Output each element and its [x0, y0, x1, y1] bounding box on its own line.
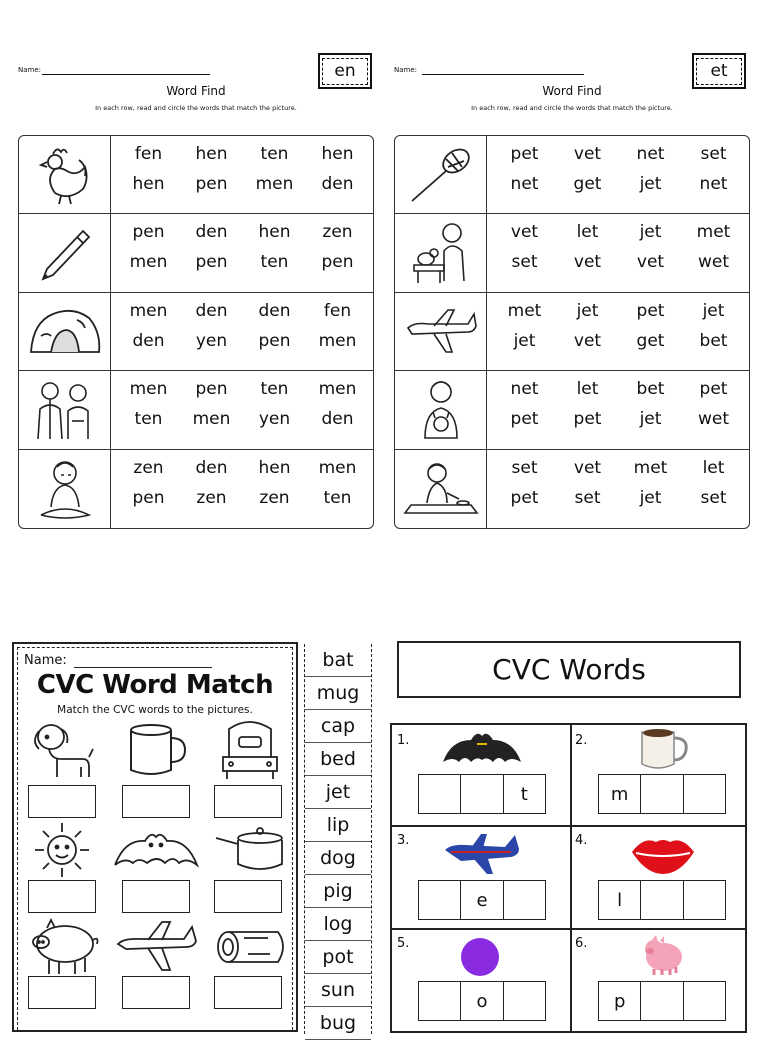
answer-box[interactable]: [122, 785, 190, 818]
word-family-label: en: [322, 58, 368, 85]
word-option[interactable]: set: [700, 487, 727, 508]
word-row: [395, 136, 749, 214]
cell-number: 6.: [575, 936, 588, 951]
word-option[interactable]: den: [195, 222, 228, 243]
word-option[interactable]: vet: [636, 252, 665, 273]
word-option[interactable]: pet: [510, 144, 539, 164]
word-card[interactable]: log: [305, 908, 371, 941]
word-list: [117, 222, 369, 272]
word-option[interactable]: vet: [573, 457, 602, 478]
letter-boxes: [598, 981, 726, 1021]
letter-boxes: [418, 774, 546, 814]
word-card[interactable]: mug: [305, 677, 371, 710]
pen-icon: [19, 214, 111, 291]
word-option[interactable]: ten: [260, 252, 289, 273]
cvc-words-title: CVC Words: [397, 641, 741, 698]
word-list: [493, 458, 745, 508]
dog-icon: [26, 716, 98, 784]
word-bank: [304, 644, 372, 1034]
word-option[interactable]: jet: [639, 222, 662, 243]
word-option[interactable]: zen: [322, 222, 353, 243]
letter-slot[interactable]: p: [599, 982, 641, 1020]
word-card[interactable]: bug: [305, 1007, 371, 1040]
pig-icon: [638, 931, 688, 979]
word-option[interactable]: let: [576, 379, 599, 400]
grid-divider: [392, 928, 745, 930]
word-option[interactable]: yen: [258, 409, 291, 430]
word-option[interactable]: pen: [195, 174, 228, 194]
word-card[interactable]: bed: [305, 743, 371, 776]
word-option[interactable]: let: [702, 457, 725, 478]
word-option[interactable]: net: [510, 379, 539, 400]
answer-box[interactable]: [28, 880, 96, 913]
word-option[interactable]: zen: [133, 457, 164, 478]
bat-icon: [110, 816, 202, 884]
word-option[interactable]: zen: [259, 487, 290, 508]
word-option[interactable]: let: [576, 222, 599, 243]
letter-slot[interactable]: [419, 982, 461, 1020]
name-label: Name:: [18, 66, 42, 74]
word-option[interactable]: jet: [639, 409, 662, 430]
word-option[interactable]: hen: [321, 144, 354, 164]
letter-slot[interactable]: [504, 982, 545, 1020]
word-option[interactable]: set: [700, 144, 727, 164]
word-list: [117, 144, 369, 194]
word-match-title: CVC Word Match: [36, 670, 274, 700]
letter-slot[interactable]: o: [461, 982, 503, 1020]
answer-box[interactable]: [214, 785, 282, 818]
letter-boxes: [598, 880, 726, 920]
word-option[interactable]: bet: [636, 379, 665, 400]
word-option[interactable]: den: [195, 300, 228, 321]
word-card[interactable]: pot: [305, 941, 371, 974]
worksheet-title: Word Find: [542, 84, 602, 98]
word-option[interactable]: pen: [258, 330, 291, 351]
word-option[interactable]: ten: [323, 487, 352, 508]
word-option[interactable]: den: [321, 409, 354, 430]
zen-icon: [19, 450, 111, 528]
word-row: [19, 450, 373, 528]
net-icon: [395, 136, 487, 213]
answer-box[interactable]: [28, 976, 96, 1009]
jet-icon: [442, 831, 526, 877]
word-option[interactable]: men: [255, 174, 294, 194]
letter-slot[interactable]: [419, 775, 461, 813]
word-option[interactable]: pen: [321, 252, 354, 273]
letter-slot[interactable]: [641, 982, 683, 1020]
word-card[interactable]: jet: [305, 776, 371, 809]
answer-box[interactable]: [214, 880, 282, 913]
word-option[interactable]: get: [636, 330, 665, 351]
word-row: [395, 293, 749, 371]
cell-number: 1.: [397, 733, 410, 748]
word-option[interactable]: hen: [132, 174, 165, 194]
letter-slot[interactable]: [684, 982, 725, 1020]
word-option[interactable]: den: [195, 457, 228, 478]
letter-slot[interactable]: t: [520, 783, 528, 805]
word-option[interactable]: set: [511, 252, 538, 273]
word-option[interactable]: wet: [697, 252, 730, 273]
mug-icon: [636, 725, 692, 773]
answer-box[interactable]: [214, 976, 282, 1009]
bat-icon: [440, 727, 524, 773]
answer-box[interactable]: [122, 976, 190, 1009]
word-row: [19, 371, 373, 449]
answer-box[interactable]: [28, 785, 96, 818]
word-option[interactable]: vet: [573, 330, 602, 351]
letter-slot[interactable]: [684, 881, 725, 919]
word-option[interactable]: pet: [510, 409, 539, 430]
word-option[interactable]: get: [573, 174, 602, 194]
word-list: [493, 301, 745, 351]
letter-boxes: [418, 981, 546, 1021]
word-option[interactable]: vet: [573, 144, 602, 164]
word-option[interactable]: den: [132, 330, 165, 351]
worksheet-title: Word Find: [166, 84, 226, 98]
worksheet-et: [394, 50, 754, 535]
letter-slot[interactable]: [684, 775, 725, 813]
word-card[interactable]: bat: [305, 644, 371, 677]
word-option[interactable]: zen: [196, 487, 227, 508]
word-list: [493, 222, 745, 272]
hen-icon: [19, 136, 111, 213]
word-option[interactable]: fen: [134, 144, 163, 164]
letter-boxes: [418, 880, 546, 920]
word-row: [19, 136, 373, 214]
word-list: [493, 379, 745, 429]
answer-box[interactable]: [122, 880, 190, 913]
bed-icon: [214, 716, 286, 784]
word-row: [19, 293, 373, 371]
grid-divider: [570, 725, 572, 1031]
word-card[interactable]: pig: [305, 875, 371, 908]
word-option[interactable]: den: [258, 300, 291, 321]
lips-icon: [628, 831, 698, 877]
word-option[interactable]: pen: [195, 379, 228, 400]
word-option[interactable]: men: [129, 379, 168, 400]
mug-icon: [120, 716, 192, 784]
word-option[interactable]: bet: [699, 330, 728, 351]
word-option[interactable]: pet: [573, 409, 602, 430]
pet-icon: [395, 371, 487, 448]
letter-slot[interactable]: [504, 881, 545, 919]
worksheet-instructions: In each row, read and circle the words that match the picture.: [95, 104, 297, 112]
log-icon: [212, 912, 292, 980]
pot-icon: [212, 816, 292, 884]
cell-number: 5.: [397, 936, 410, 951]
word-option[interactable]: men: [318, 457, 357, 478]
name-line: [422, 74, 584, 75]
word-option[interactable]: fen: [323, 300, 352, 321]
word-row: [395, 371, 749, 449]
letter-slot[interactable]: [461, 775, 503, 813]
word-option[interactable]: men: [129, 252, 168, 273]
letter-boxes: [598, 774, 726, 814]
word-option[interactable]: set: [574, 487, 601, 508]
word-list: [493, 144, 745, 194]
letter-slot[interactable]: l: [599, 881, 641, 919]
word-list: [117, 458, 369, 508]
word-option[interactable]: met: [633, 457, 668, 478]
den-icon: [19, 293, 111, 370]
cell-number: 4.: [575, 833, 588, 848]
word-card[interactable]: sun: [305, 974, 371, 1007]
cell-number: 2.: [575, 733, 588, 748]
word-option[interactable]: ten: [260, 379, 289, 400]
letter-slot[interactable]: [419, 881, 461, 919]
cvc-word-match-worksheet: [12, 642, 298, 1032]
word-option[interactable]: jet: [513, 330, 536, 351]
word-option[interactable]: set: [511, 457, 538, 478]
word-option[interactable]: men: [129, 300, 168, 321]
word-option[interactable]: vet: [573, 252, 602, 273]
word-option[interactable]: net: [699, 174, 728, 194]
vet-icon: [395, 214, 487, 291]
word-match-instructions: Match the CVC words to the pictures.: [57, 704, 253, 716]
name-label: Name:: [394, 66, 418, 74]
word-family-label: et: [696, 58, 742, 85]
word-option[interactable]: men: [192, 409, 231, 430]
word-option[interactable]: pet: [510, 487, 539, 508]
word-card[interactable]: lip: [305, 809, 371, 842]
pig-icon: [24, 912, 102, 980]
name-label: Name:: [24, 653, 67, 668]
men-icon: [19, 371, 111, 448]
word-option[interactable]: hen: [258, 222, 291, 243]
word-row: [395, 214, 749, 292]
word-option[interactable]: wet: [697, 409, 730, 430]
cvc-words-grid: [390, 723, 747, 1033]
word-option[interactable]: den: [321, 174, 354, 194]
word-option[interactable]: jet: [576, 300, 599, 321]
word-card[interactable]: dog: [305, 842, 371, 875]
cell-number: 3.: [397, 833, 410, 848]
sun-icon: [26, 816, 98, 884]
word-list: [117, 379, 369, 429]
worksheet-instructions: In each row, read and circle the words that match the picture.: [471, 104, 673, 112]
name-line: [42, 74, 210, 75]
word-option[interactable]: ten: [134, 409, 163, 430]
word-card[interactable]: cap: [305, 710, 371, 743]
letter-slot[interactable]: e: [461, 881, 503, 919]
word-option[interactable]: net: [510, 174, 539, 194]
word-option[interactable]: hen: [258, 457, 291, 478]
worksheet-en: [18, 50, 378, 535]
word-option[interactable]: jet: [639, 487, 662, 508]
word-option[interactable]: met: [696, 222, 731, 243]
word-option[interactable]: jet: [639, 174, 662, 194]
word-option[interactable]: ten: [260, 144, 289, 164]
jet-icon: [114, 912, 200, 980]
name-line: [74, 667, 212, 668]
word-option[interactable]: pet: [699, 379, 728, 400]
word-option[interactable]: pen: [132, 222, 165, 243]
word-option[interactable]: men: [318, 330, 357, 351]
dot-icon: [458, 935, 502, 979]
word-option[interactable]: hen: [195, 144, 228, 164]
word-option[interactable]: jet: [702, 300, 725, 321]
letter-slot[interactable]: [641, 881, 683, 919]
word-find-grid: [18, 135, 374, 529]
word-option[interactable]: pen: [132, 487, 165, 508]
word-family-tag: [692, 53, 746, 89]
letter-slot[interactable]: [641, 775, 683, 813]
grid-divider: [392, 825, 745, 827]
word-option[interactable]: net: [636, 144, 665, 164]
word-option[interactable]: yen: [195, 330, 228, 351]
word-row: [19, 214, 373, 292]
word-family-tag: [318, 53, 372, 89]
word-option[interactable]: men: [318, 379, 357, 400]
letter-slot[interactable]: m: [599, 775, 641, 813]
set-icon: [395, 450, 487, 528]
word-list: [117, 301, 369, 351]
word-option[interactable]: met: [507, 300, 542, 321]
word-option[interactable]: pet: [636, 300, 665, 321]
word-option[interactable]: vet: [510, 222, 539, 243]
jet-icon: [395, 293, 487, 370]
word-option[interactable]: pen: [195, 252, 228, 273]
word-find-grid: [394, 135, 750, 529]
word-row: [395, 450, 749, 528]
